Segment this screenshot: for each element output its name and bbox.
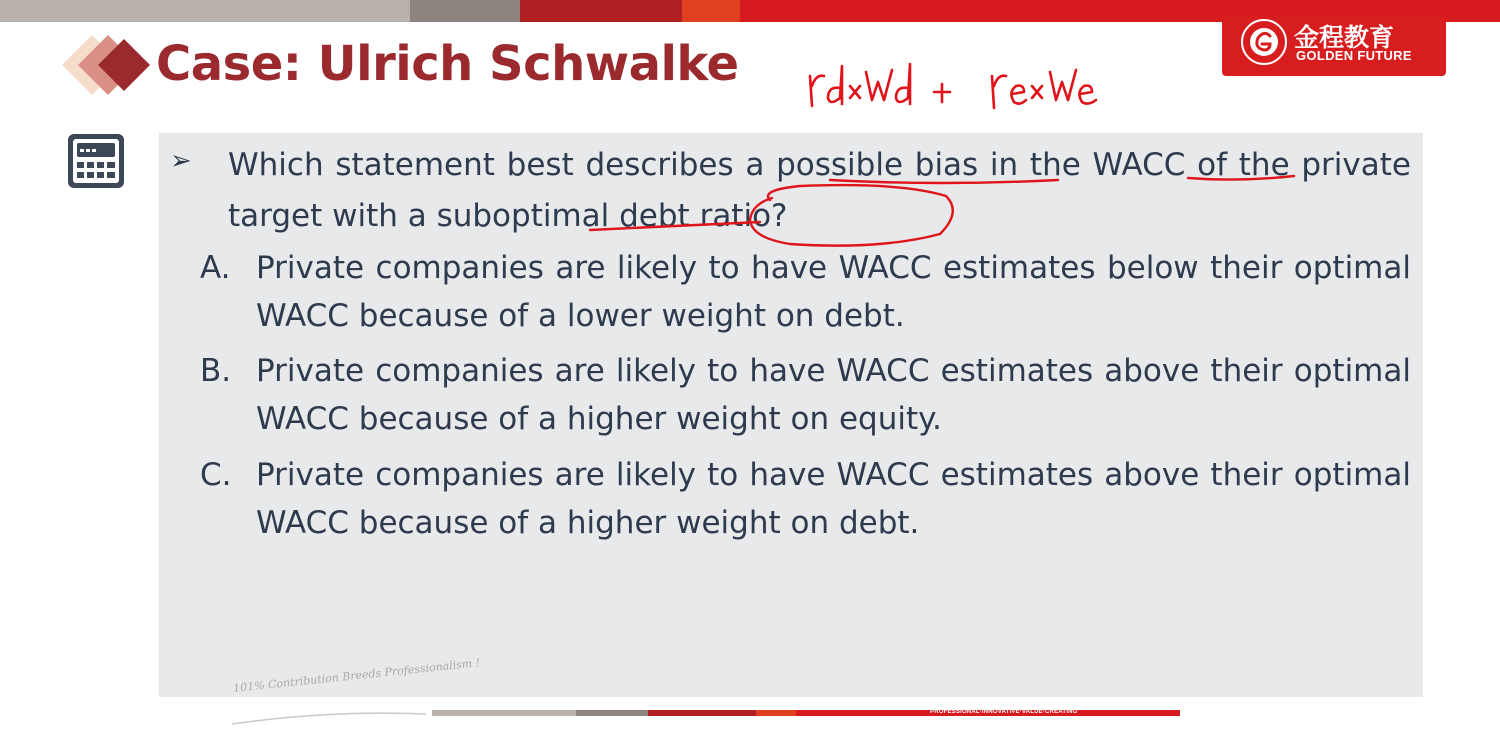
option-a xyxy=(200,244,1411,340)
logo-chinese-name: 金程教育 xyxy=(1294,23,1395,52)
footer-bar-segment xyxy=(648,710,756,716)
top-bar-segment xyxy=(520,0,682,22)
option-letter: B. xyxy=(200,353,232,389)
handwritten-formula xyxy=(800,56,1120,116)
footer-bar-segment xyxy=(432,710,576,716)
footer-swoosh xyxy=(230,700,430,730)
calculator-icon xyxy=(66,132,126,190)
slide-title: Case: Ulrich Schwalke xyxy=(156,36,739,92)
option-text: Private companies are likely to have WACC estimates below their optimal WACC because of a lower weight on debt. xyxy=(256,250,1411,334)
footer-tagline: PROFESSIONAL·INNOVATIVE·VALUE·CREATING xyxy=(930,709,1078,715)
option-c xyxy=(200,451,1411,547)
top-bar-segment xyxy=(410,0,520,22)
footer-slogan: 101% Contribution Breeds Professionalism ! xyxy=(232,656,481,695)
option-text: Private companies are likely to have WACC estimates above their optimal WACC because of a higher weight on equity. xyxy=(256,353,1411,437)
option-letter: A. xyxy=(200,250,231,286)
golden-future-logo xyxy=(1222,14,1446,76)
arrow-bullet-icon: ➢ xyxy=(170,146,192,176)
logo-seal-icon xyxy=(1240,18,1288,66)
footer-bar-segment xyxy=(756,710,796,716)
option-letter: C. xyxy=(200,457,232,493)
diamond-decoration-icon xyxy=(56,30,156,100)
top-bar-segment xyxy=(0,0,410,22)
top-bar-segment xyxy=(682,0,740,22)
footer-bar-segment xyxy=(576,710,648,716)
option-text: Private companies are likely to have WACC estimates above their optimal WACC because of a higher weight on debt. xyxy=(256,457,1411,541)
logo-english-name: GOLDEN FUTURE xyxy=(1296,48,1412,63)
option-b xyxy=(200,347,1411,443)
question-text: Which statement best describes a possible bias in the WACC of the private target with a suboptimal debt ratio? xyxy=(228,147,1411,234)
